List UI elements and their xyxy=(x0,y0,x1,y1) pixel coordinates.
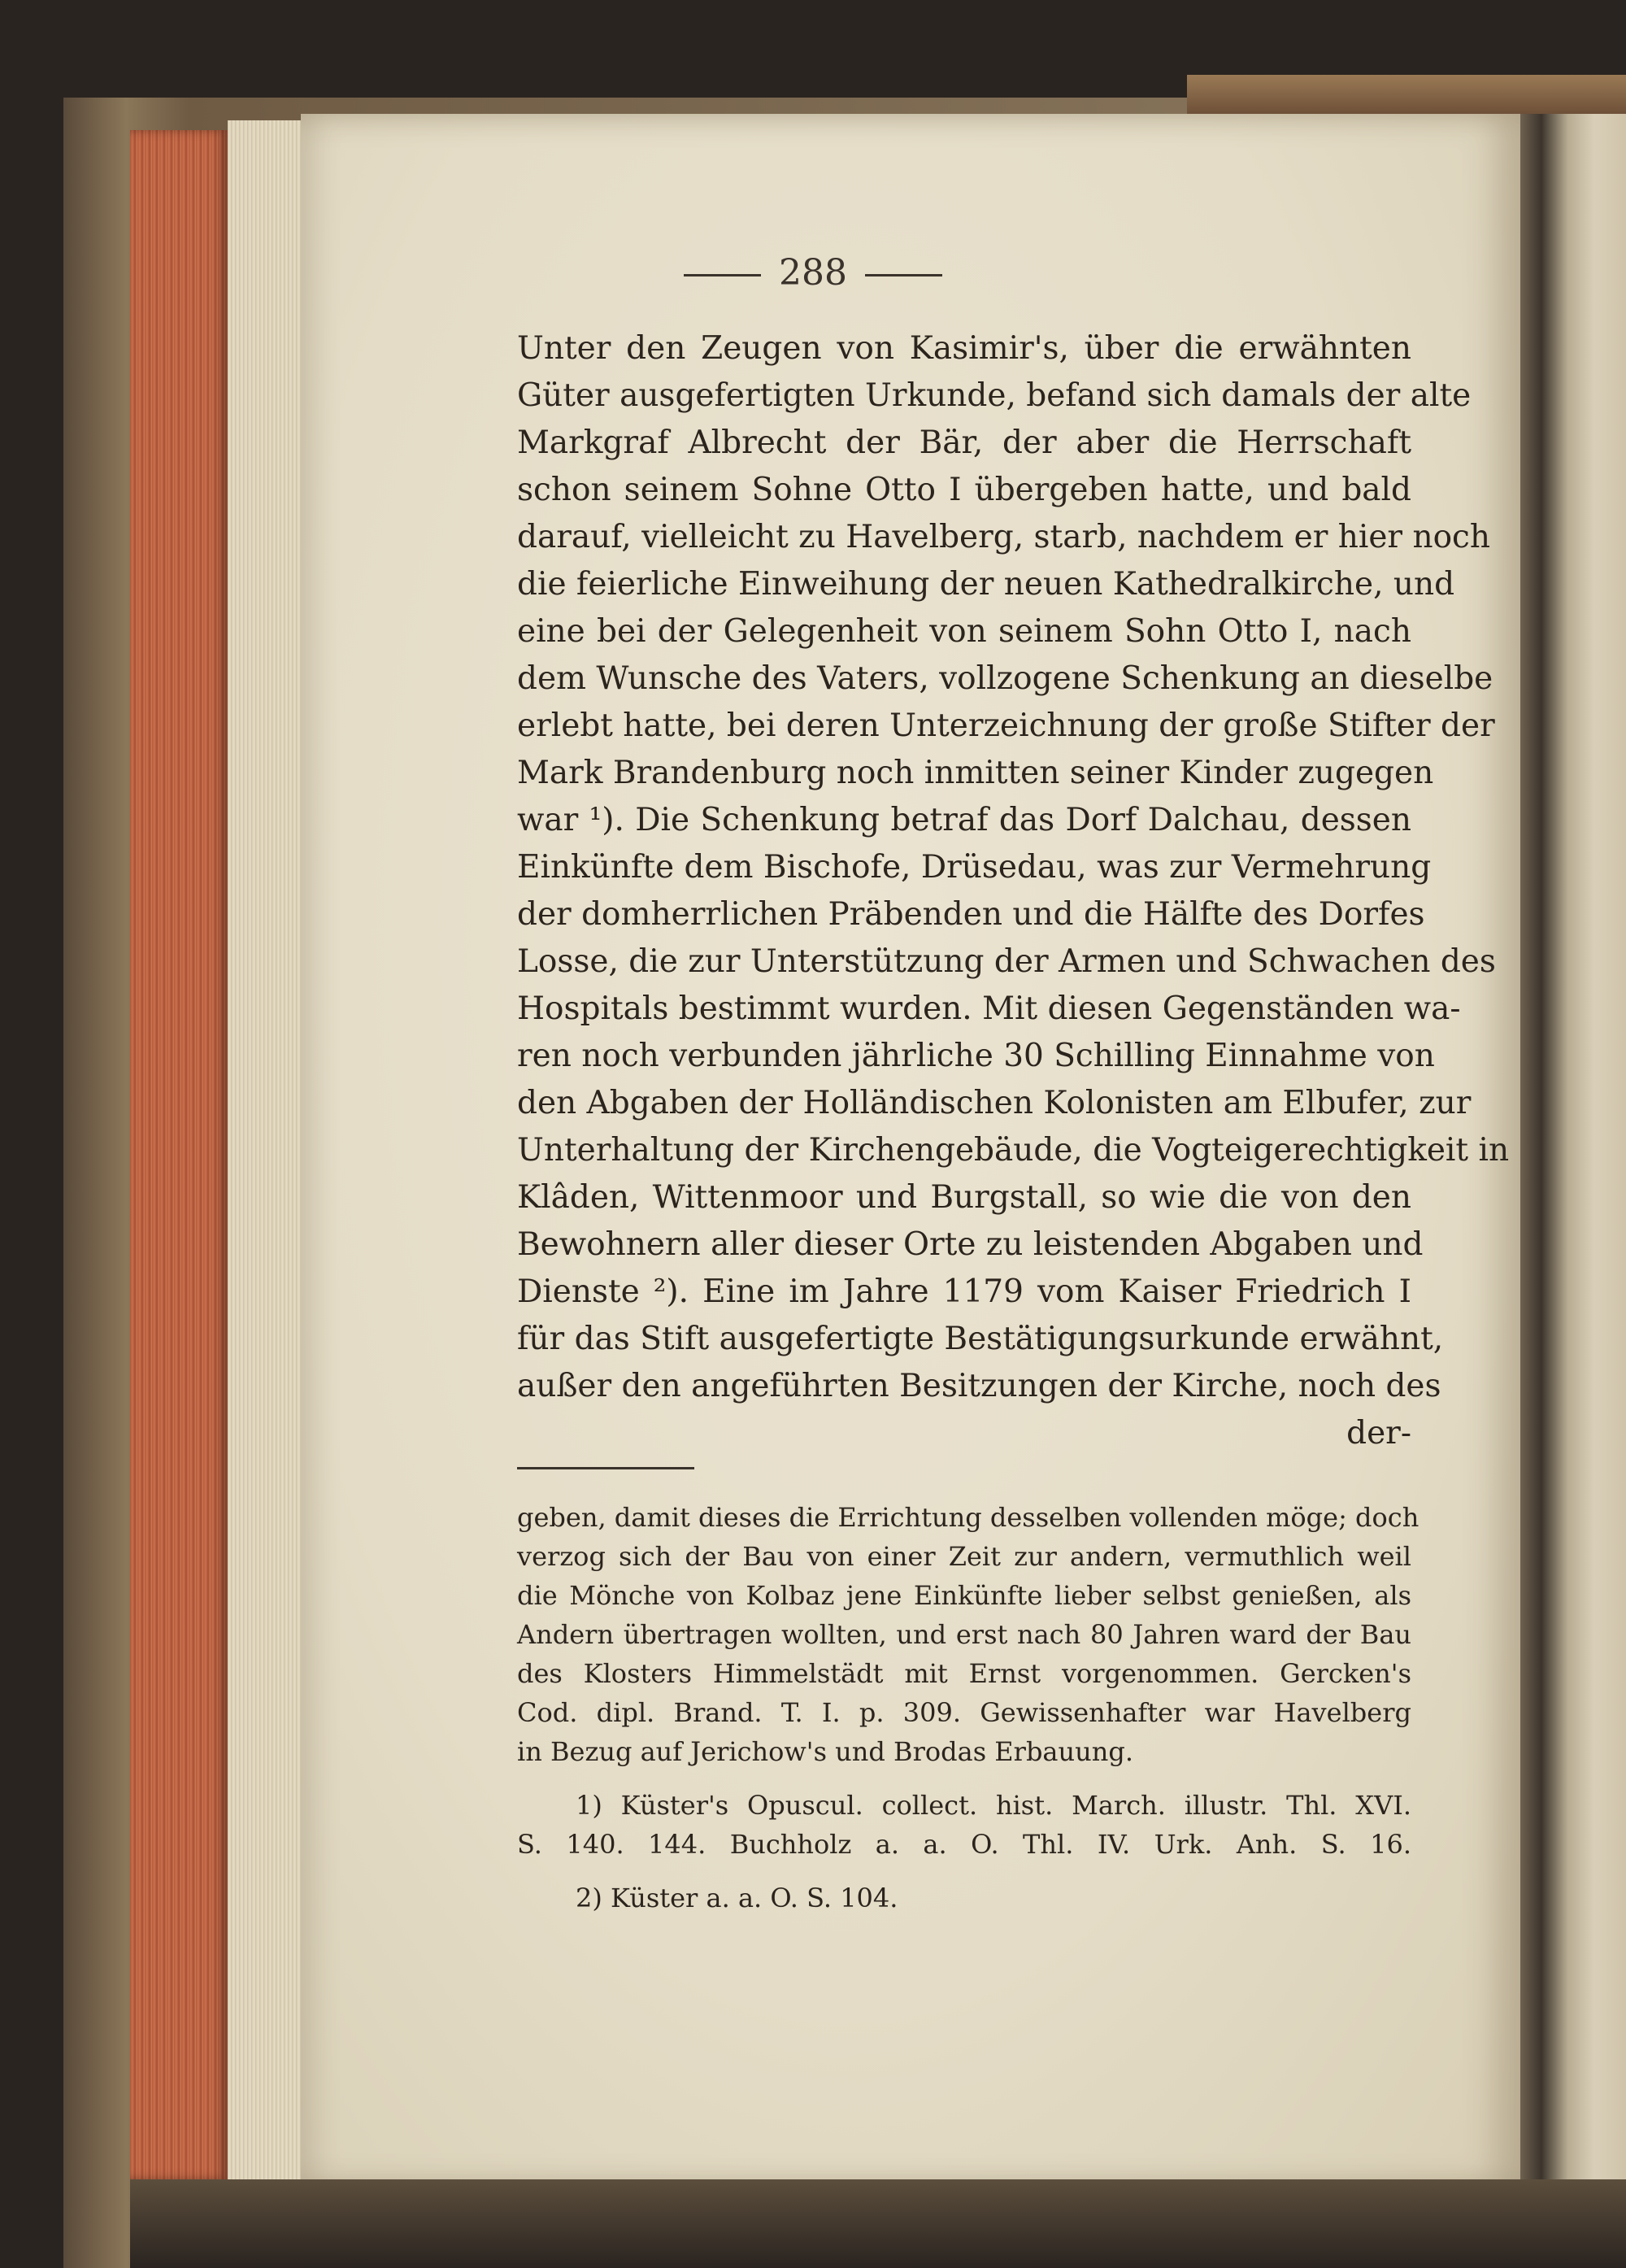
header-dash-left xyxy=(684,274,761,276)
book-gutter xyxy=(1520,114,1626,2187)
bottom-shadow xyxy=(130,2179,1626,2268)
text-line: Bewohnern aller dieser Orte zu leistenden Abgaben und xyxy=(517,1226,1424,1263)
text-line: ren noch verbunden jährliche 30 Schilling Einnahme von xyxy=(517,1038,1435,1074)
book-cover-top xyxy=(1187,75,1626,114)
page-number: 288 xyxy=(779,252,847,294)
text-line: außer den angeführten Besitzungen der Kirche, noch des xyxy=(517,1368,1441,1404)
text-line: eine bei der Gelegenheit von seinem Sohn Otto I, nach xyxy=(517,613,1411,650)
catchword: der- xyxy=(1346,1415,1411,1452)
text-line: darauf, vielleicht zu Havelberg, starb, nachdem er hier noch xyxy=(517,519,1491,555)
text-line: Hospitals bestimmt wurden. Mit diesen Gegenständen wa- xyxy=(517,990,1461,1027)
text-line: Markgraf Albrecht der Bär, der aber die Herrschaft xyxy=(517,424,1411,461)
footnote-gap xyxy=(517,1864,1411,1878)
text-line: Einkünfte dem Bischofe, Drüsedau, was zur Vermehrung xyxy=(517,849,1432,886)
header-dash-right xyxy=(865,274,942,276)
text-line: die feierliche Einweihung der neuen Kathedralkirche, und xyxy=(517,566,1455,603)
footnote-rule xyxy=(517,1467,694,1469)
text-line: der domherrlichen Präbenden und die Hälfte des Dorfes xyxy=(517,896,1425,933)
text-line: Unterhaltung der Kirchengebäude, die Vogteigerechtigkeit in xyxy=(517,1132,1510,1169)
footnote-line: in Bezug auf Jerichow's und Brodas Erbauung. xyxy=(517,1736,1133,1767)
footnote-2-line: 2) Küster a. a. O. S. 104. xyxy=(576,1883,898,1913)
text-line: Mark Brandenburg noch inmitten seiner Kinder zugegen xyxy=(517,755,1434,791)
footnote-1-line: 1) Küster's Opuscul. collect. hist. March. illustr. Thl. XVI. xyxy=(576,1790,1411,1821)
text-line: Unter den Zeugen von Kasimir's, über die erwähnten xyxy=(517,330,1411,367)
text-line: war ¹). Die Schenkung betraf das Dorf Dalchau, dessen xyxy=(517,802,1411,838)
text-line: Güter ausgefertigten Urkunde, befand sich damals der alte xyxy=(517,377,1472,414)
footnote-line: Cod. dipl. Brand. T. I. p. 309. Gewissenhafter war Havelberg xyxy=(517,1697,1411,1728)
text-line: den Abgaben der Holländischen Kolonisten am Elbufer, zur xyxy=(517,1085,1472,1121)
footnote-line: verzog sich der Bau von einer Zeit zur andern, vermuthlich weil xyxy=(517,1541,1411,1572)
text-line: Losse, die zur Unterstützung der Armen und Schwachen des xyxy=(517,943,1496,980)
text-line: schon seinem Sohne Otto I übergeben hatte, und bald xyxy=(517,472,1411,508)
footnote-line: geben, damit dieses die Errichtung desselben vollenden möge; doch xyxy=(517,1502,1419,1533)
footnote-line: die Mönche von Kolbaz jene Einkünfte lieber selbst genießen, als xyxy=(517,1580,1411,1611)
page-edges xyxy=(130,130,228,2179)
footnotes xyxy=(517,1498,1419,1918)
main-text xyxy=(517,325,1510,1457)
footnote-line: des Klosters Himmelstädt mit Ernst vorgenommen. Gercken's xyxy=(517,1658,1411,1689)
page-stack xyxy=(228,120,301,2186)
text-line: Klâden, Wittenmoor und Burgstall, so wie die von den xyxy=(517,1179,1411,1216)
text-line: Dienste ²). Eine im Jahre 1179 vom Kaiser Friedrich I xyxy=(517,1273,1411,1310)
text-line: dem Wunsche des Vaters, vollzogene Schenkung an dieselbe xyxy=(517,660,1493,697)
footnote-gap xyxy=(517,1771,1411,1786)
footnote-line: Andern übertragen wollten, und erst nach 80 Jahren ward der Bau xyxy=(517,1619,1411,1650)
footnote-1-line: S. 140. 144. Buchholz a. a. O. Thl. IV. Urk. Anh. S. 16. xyxy=(517,1829,1411,1860)
text-line: für das Stift ausgefertigte Bestätigungsurkunde erwähnt, xyxy=(517,1321,1444,1357)
page-header xyxy=(650,252,976,294)
text-line: erlebt hatte, bei deren Unterzeichnung der große Stifter der xyxy=(517,707,1495,744)
